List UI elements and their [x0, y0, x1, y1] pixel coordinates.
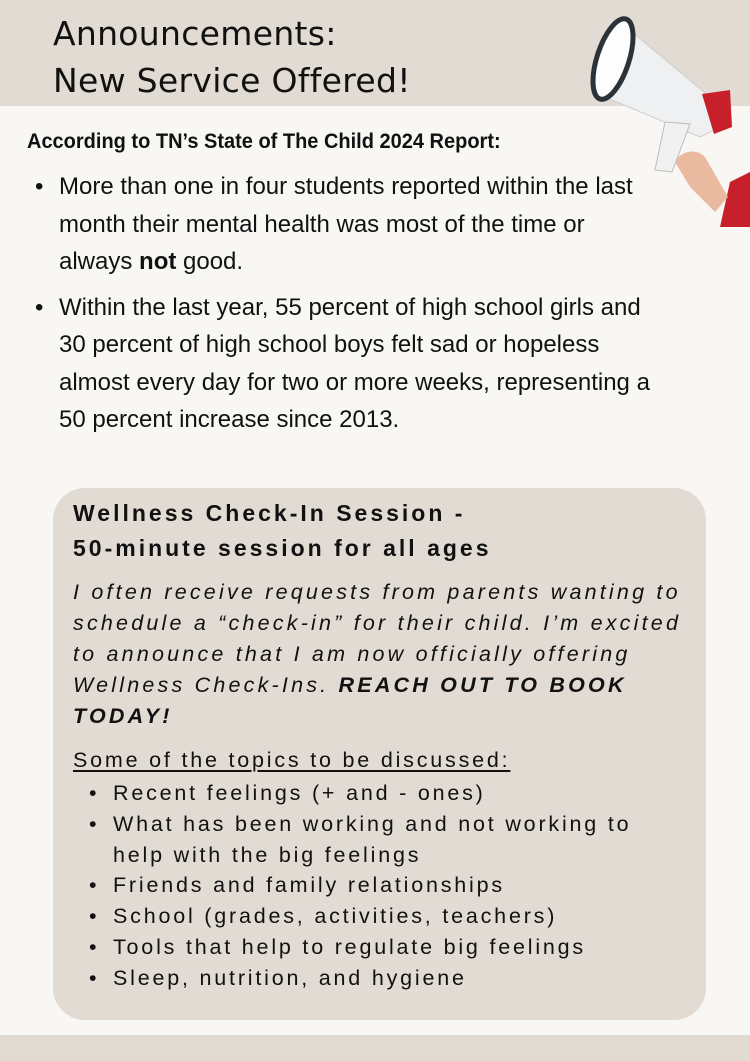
- topics-list: [89, 778, 689, 994]
- stat-emphasis: not: [139, 248, 177, 275]
- report-heading: According to TN’s State of The Child 2024 Report:: [27, 129, 501, 153]
- session-card: [53, 488, 706, 1020]
- report-stats-list: [32, 168, 652, 447]
- stat-text-end: good.: [176, 248, 244, 275]
- title-line-2: New Service Offered!: [53, 61, 411, 100]
- topic-item: • What has been working and not working to help with the big feelings: [89, 809, 689, 871]
- topics-heading: Some of the topics to be discussed:: [73, 748, 511, 772]
- description-text: I often receive requests from parents wanting to schedule a “check-in” for their child. I’m excited to announce that I am now officially offering Wellness Check-Ins.: [73, 580, 682, 697]
- stat-text: More than one in four students reported within the last month their mental health was most of the time or always: [59, 173, 633, 275]
- topic-item: • School (grades, activities, teachers): [89, 901, 689, 932]
- session-title-line-2: 50-minute session for all ages: [73, 535, 492, 561]
- topic-item: • Tools that help to regulate big feelings: [89, 932, 689, 963]
- stat-item: [32, 168, 652, 281]
- page-title: [53, 10, 411, 104]
- session-title: [73, 496, 492, 566]
- footer-band: [0, 1035, 750, 1061]
- topic-item: • Recent feelings (+ and - ones): [89, 778, 689, 809]
- title-line-1: Announcements:: [53, 14, 337, 53]
- stat-item: • Within the last year, 55 percent of high school girls and 30 percent of high school boys felt sad or hopeless almost every day for two or more weeks, representing a 50 percent increase since 2013.: [32, 289, 652, 439]
- topic-item: • Sleep, nutrition, and hygiene: [89, 963, 689, 994]
- session-title-line-1: Wellness Check-In Session -: [73, 500, 466, 526]
- session-description: [73, 577, 698, 732]
- call-to-action: REACH OUT TO BOOK TODAY!: [73, 673, 627, 728]
- topic-item: • Friends and family relationships: [89, 870, 689, 901]
